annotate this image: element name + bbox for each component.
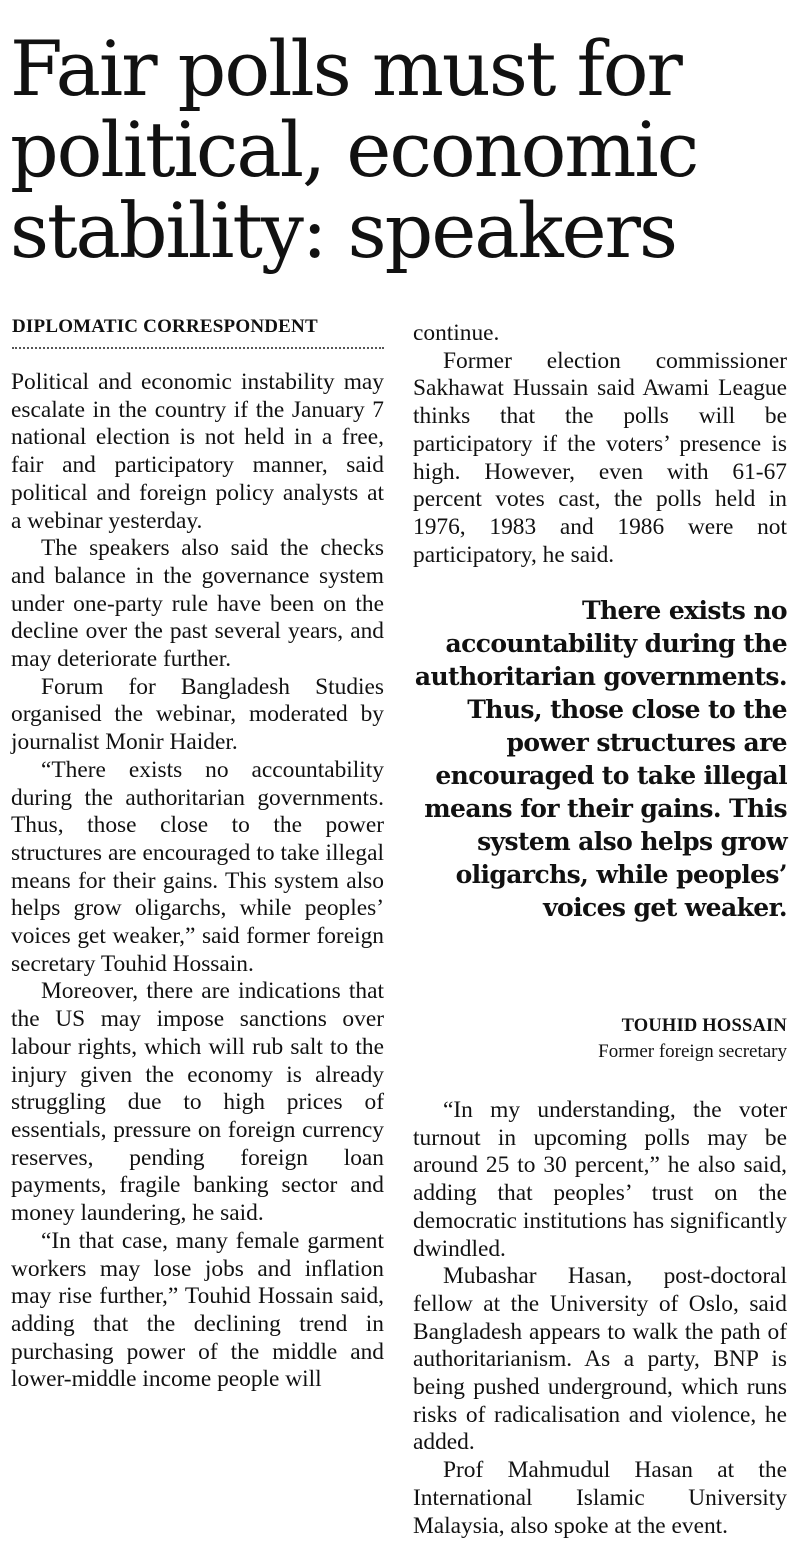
right-column-top: [413, 320, 787, 569]
paragraph: continue.: [413, 320, 500, 346]
pull-quote: There exists no accountability during the authoritarian governments. Thus, those close to the power structures are encouraged to take illegal means for their gains. This system also helps grow oligarchs, while peoples’ voices get weaker.: [414, 596, 787, 922]
byline: DIPLOMATIC CORRESPONDENT: [12, 316, 384, 349]
paragraph: “In my understanding, the voter turnout in upcoming polls may be around 25 to 30 percent,” he also said, adding that peoples’ trust on the democratic institutions has significantly dwindled.: [413, 1097, 787, 1262]
paragraph: Mubashar Hasan, post-doctoral fellow at the University of Oslo, said Bangladesh appears to walk the path of authoritarianism. As a party, BNP is being pushed underground, which runs risks of radicalisation and violence, he added.: [413, 1263, 787, 1456]
paragraph: Political and economic instability may escalate in the country if the January 7 national election is not held in a free, fair and participatory manner, said political and foreign policy analysts at a webinar yesterday.: [11, 369, 384, 534]
paragraph: Forum for Bangladesh Studies organised the webinar, moderated by journalist Monir Haider.: [11, 673, 384, 756]
paragraph: The speakers also said the checks and balance in the governance system under one-party rule have been on the decline over the past several years, and may deteriorate further.: [11, 535, 384, 673]
right-column-bottom: [413, 1097, 787, 1540]
paragraph: Moreover, there are indications that the US may impose sanctions over labour rights, which will rub salt to the injury given the economy is already struggling due to high prices of essentials, pressure on foreign currency reserves, pending foreign loan payments, fragile banking sector and money laundering, he said.: [11, 978, 384, 1227]
paragraph: “There exists no accountability during the authoritarian governments. Thus, those close to the power structures are encouraged to take illegal means for their gains. This system also helps grow oligarchs, while peoples’ voices get weaker,” said former foreign secretary Touhid Hossain.: [11, 756, 384, 977]
paragraph: Prof Mahmudul Hasan at the International Islamic University Malaysia, also spoke at the event.: [413, 1457, 787, 1539]
pull-quote-name: TOUHID HOSSAIN: [621, 1016, 787, 1036]
left-column: [11, 369, 384, 1394]
paragraph: “In that case, many female garment workers may lose jobs and inflation may rise further,” Touhid Hossain said, adding that the declining trend in purchasing power of the middle and lower-middle income people will: [11, 1227, 384, 1393]
pull-quote-role: Former foreign secretary: [598, 1041, 787, 1062]
paragraph: Former election commissioner Sakhawat Hussain said Awami League thinks that the polls will be participatory if the voters’ presence is high. However, even with 61-67 percent votes cast, the polls held in 1976, 1983 and 1986 were not participatory, he said.: [413, 347, 787, 568]
headline: Fair polls must for political, economic stability: speakers: [10, 24, 698, 275]
